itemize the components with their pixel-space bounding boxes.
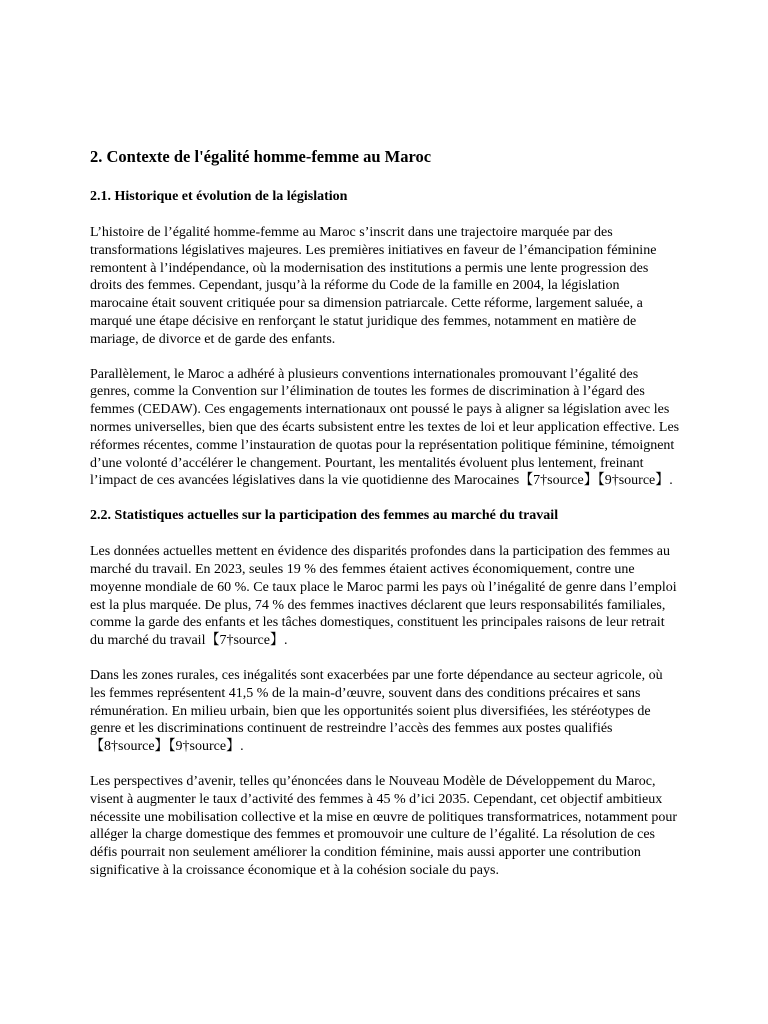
paragraph: Les perspectives d’avenir, telles qu’énoncées dans le Nouveau Modèle de Développement du Maroc, visent à augmenter le taux d’activité des femmes à 45 % d’ici 2035. Cependant, cet objectif ambitieux nécessite une mobilisation collective et la mise en œuvre de politiques transformatrices, notamment pour alléger la charge domestique des femmes et promouvoir une culture de l’égalité. La résolution de ces défis pourrait non seulement améliorer la condition féminine, mais aussi apporter une contribution significative à la croissance économique et à la cohésion sociale du pays. bbox=[90, 773, 678, 878]
paragraph: Dans les zones rurales, ces inégalités sont exacerbées par une forte dépendance au secteur agricole, où les femmes représentent 41,5 % de la main-d’œuvre, souvent dans des conditions précaires et sans rémunération. En milieu urbain, bien que les opportunités soient plus diversifiées, les stéréotypes de genre et les discriminations continuent de restreindre l’accès des femmes aux postes qualifiés【8†source】【9†source】. bbox=[90, 667, 663, 755]
paragraph: Parallèlement, le Maroc a adhéré à plusieurs conventions internationales promouvant l’égalité des genres, comme la Convention sur l’élimination de toutes les formes de discrimination à l’égard des femmes (CEDAW). Ces engagements internationaux ont poussé le pays à aligner sa législation avec les normes universelles, bien que des écarts subsistent entre les textes de loi et leur application effective. Les réformes récentes, comme l’instauration de quotas pour la représentation politique féminine, témoignent d’une volonté d’accélérer le changement. Pourtant, les mentalités évoluent plus lentement, freinant l’impact de ces avancées législatives dans la vie quotidienne des Marocaines【7†source】【9†source】. bbox=[90, 366, 680, 489]
paragraph: Les données actuelles mettent en évidence des disparités profondes dans la participation des femmes au marché du travail. En 2023, seules 19 % des femmes étaient actives économiquement, contre une moyenne mondiale de 60 %. Ce taux place le Maroc parmi les pays où l’inégalité de genre dans l’emploi est la plus marquée. De plus, 74 % des femmes inactives déclarent que leurs responsabilités familiales, comme la garde des enfants et les tâches domestiques, constituent les principales raisons de leur retrait du marché du travail【7†source】. bbox=[90, 544, 677, 649]
subsection-heading-history: 2.1. Historique et évolution de la législation bbox=[90, 189, 348, 204]
paragraph: L’histoire de l’égalité homme-femme au Maroc s’inscrit dans une trajectoire marquée par des transformations législatives majeures. Les premières initiatives en faveur de l’émancipation féminine remontent à l’indépendance, où la modernisation des institutions a permis une lente progression des droits des femmes. Cependant, jusqu’à la réforme du Code de la famille en 2004, la législation marocaine était souvent critiquée pour sa dimension patriarcale. Cette réforme, largement saluée, a marqué une étape décisive en renforçant le statut juridique des femmes, notamment en matière de mariage, de divorce et de garde des enfants. bbox=[90, 225, 657, 347]
document-page bbox=[90, 146, 680, 897]
section-heading: 2. Contexte de l'égalité homme-femme au Maroc bbox=[90, 147, 432, 166]
subsection-heading-statistics: 2.2. Statistiques actuelles sur la participation des femmes au marché du travail bbox=[90, 508, 559, 524]
